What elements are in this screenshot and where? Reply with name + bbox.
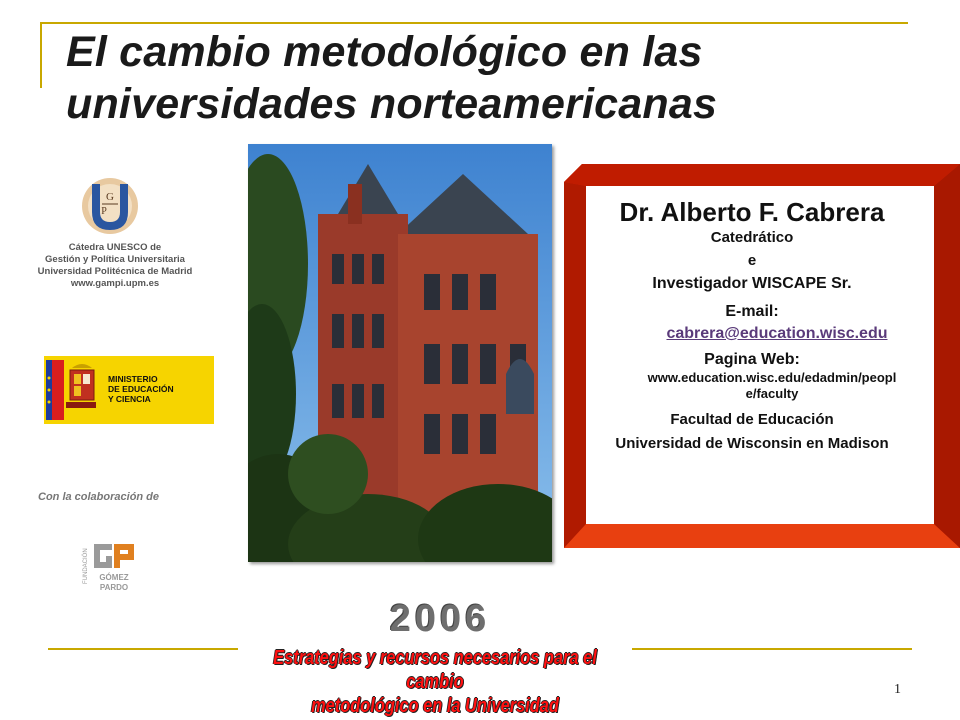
colaboracion-text: Con la colaboración de — [38, 491, 160, 503]
title-top-rule — [40, 22, 908, 24]
gp-text-line: Universidad Politécnica de Madrid — [37, 266, 193, 277]
svg-text:G: G — [106, 191, 114, 203]
ministerio-logo — [44, 356, 214, 424]
ministerio-line: MINISTERIO — [108, 374, 158, 384]
contact-info — [566, 196, 938, 454]
ministerio-line: Y CIENCIA — [108, 394, 151, 404]
strategy-line-1: Estrategias y recursos necesarios para el cambio — [273, 647, 597, 693]
university-building-photo — [248, 144, 552, 562]
svg-text:P: P — [101, 206, 107, 217]
spain-coat-of-arms-icon — [44, 356, 108, 424]
bottom-rule-right — [632, 648, 912, 650]
author-role-2: e — [747, 252, 757, 269]
faculty-name: Facultad de Educación — [670, 411, 834, 428]
email-link-wrap — [566, 324, 938, 344]
ministerio-line: DE EDUCACIÓN — [108, 384, 174, 394]
slide-title — [66, 26, 926, 130]
web-url-line-2: e/faculty — [745, 386, 799, 401]
author-name: Dr. Alberto F. Cabrera — [619, 197, 885, 227]
title-left-rule — [40, 22, 42, 88]
ministerio-text — [108, 374, 174, 404]
fundacion-name-text: GÓMEZ — [99, 573, 129, 582]
bottom-rule-left — [48, 648, 238, 650]
fundacion-vertical-text: FUNDACIÓN — [83, 548, 89, 584]
gp-text-line: Cátedra UNESCO de — [68, 242, 162, 253]
year-heading: 2006 — [389, 598, 491, 640]
author-role-1: Catedrático — [710, 229, 794, 246]
web-label: Pagina Web: — [704, 351, 800, 368]
fundacion-gomez-pardo-logo — [78, 540, 142, 594]
title-line-2: universidades norteamericanas — [66, 80, 718, 128]
email-link[interactable]: cabrera@education.wisc.edu — [666, 325, 888, 342]
fundacion-name2-text: PARDO — [99, 583, 129, 592]
web-url-line-1: www.education.wisc.edu/edadmin/peopl — [647, 370, 897, 385]
author-role-3: Investigador WISCAPE Sr. — [652, 275, 852, 292]
gp-text-line: Gestión y Política Universitaria — [45, 254, 185, 265]
gp-unesco-text — [20, 242, 210, 290]
page-number: 1 — [894, 682, 901, 697]
strategy-line-2: metodológico en la Universidad — [311, 695, 559, 717]
title-line-1: El cambio metodológico en las — [66, 28, 703, 76]
gp-unesco-logo — [80, 176, 140, 236]
strategy-subtitle — [267, 646, 603, 718]
university-name: Universidad de Wisconsin en Madison — [615, 435, 889, 452]
email-label: E-mail: — [725, 303, 779, 320]
gp-text-line: www.gampi.upm.es — [70, 278, 160, 289]
